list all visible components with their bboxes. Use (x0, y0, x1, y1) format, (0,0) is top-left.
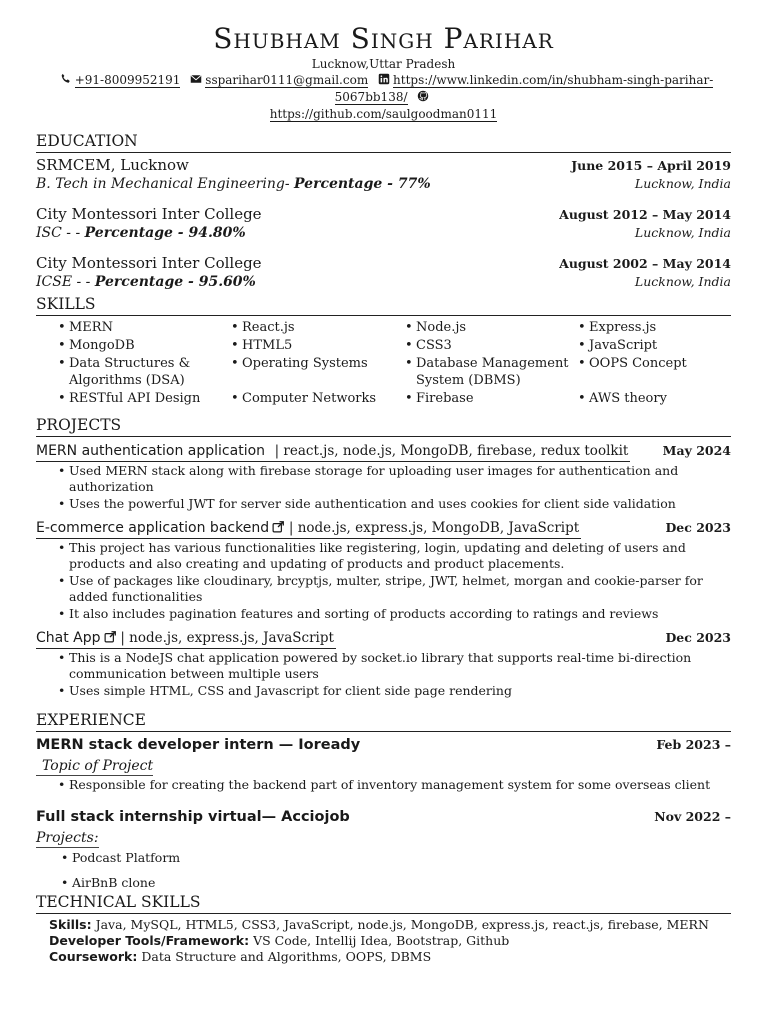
tech-skill-line (49, 933, 731, 949)
score: Percentage - 94.80% (84, 225, 246, 241)
tech-skill-value: Java, MySQL, HTML5, CSS3, JavaScript, node.js, MongoDB, express.js, react.js, firebase, MERN (95, 917, 709, 932)
degree: ICSE - - (36, 274, 91, 290)
dates: August 2012 – May 2014 (559, 207, 731, 222)
skill-item: • Node.js (405, 320, 467, 335)
tech-skill-value: VS Code, Intellij Idea, Bootstrap, Github (253, 933, 510, 948)
resume-page (36, 20, 731, 965)
project-date: Dec 2023 (665, 520, 731, 535)
degree-line (36, 225, 246, 242)
skill-item: • React.js (231, 320, 295, 335)
envelope-icon (190, 73, 202, 85)
list-item: • This project has various functionalities like registering, login, updating and deleting of users and products and also creating and updating of products and product placements. (58, 540, 686, 571)
project-entry (36, 627, 731, 699)
project-bullets (36, 540, 731, 622)
list-item: • Use of packages like cloudinary, brcyptjs, multer, stripe, JWT, helmet, morgan and cookie-parser for added functionalities (58, 573, 703, 604)
linkedin-link[interactable]: https://www.linkedin.com/in/shubham-singh-parihar-5067bb138/ (334, 73, 714, 104)
project-tech: | node.js, express.js, MongoDB, JavaScript (288, 520, 580, 536)
skill-item: • MERN (58, 320, 113, 335)
skills-heading: SKILLS (36, 295, 731, 316)
experience-date: Nov 2022 – (654, 809, 731, 824)
tech-skill-label: Developer Tools/Framework: (49, 933, 250, 948)
institution: City Montessori Inter College (36, 205, 262, 223)
project-title (36, 440, 630, 462)
project-date: May 2024 (662, 443, 731, 458)
project-title (36, 627, 336, 649)
skill-item: • AWS theory (578, 391, 667, 406)
email-link[interactable]: ssparihar0111@gmail.com (205, 73, 369, 87)
experience-role: Full stack internship virtual— Acciojob (36, 809, 350, 825)
project-name: MERN authentication application (36, 443, 266, 459)
list-item: • Podcast Platform (61, 850, 181, 865)
experience-date: Feb 2023 – (656, 737, 731, 752)
skill-item: • OOPS Concept (578, 356, 687, 371)
education-entry (36, 254, 731, 291)
skill-item: • CSS3 (405, 338, 452, 353)
tech-skill-label: Skills: (49, 917, 92, 932)
phone-link[interactable]: +91-8009952191 (74, 73, 181, 87)
skill-item: • Computer Networks (231, 391, 377, 406)
location: Lucknow, India (634, 225, 731, 240)
skill-item: • Express.js (578, 320, 657, 335)
score: Percentage - 95.60% (94, 274, 256, 290)
project-tech: | react.js, node.js, MongoDB, firebase, redux toolkit (274, 443, 629, 459)
education-list (36, 156, 731, 291)
candidate-name: Shubham Singh Parihar (213, 22, 554, 55)
dates: August 2002 – May 2014 (559, 256, 731, 271)
score: Percentage - 77% (294, 176, 431, 192)
linkedin-icon (378, 73, 390, 85)
contact-line (36, 72, 731, 123)
project-bullets (36, 463, 731, 512)
address: Lucknow,Uttar Pradesh (311, 57, 456, 71)
list-item: • Used MERN stack along with firebase storage for uploading user images for authentication and authorization (58, 463, 679, 494)
location: Lucknow, India (634, 274, 731, 289)
location: Lucknow, India (634, 176, 731, 191)
skill-item: • MongoDB (58, 338, 135, 353)
skill-item: • HTML5 (231, 338, 293, 353)
project-bullets (36, 650, 731, 699)
external-link-icon[interactable] (104, 631, 116, 643)
degree-line (36, 176, 431, 193)
technical-skills-heading: TECHNICAL SKILLS (36, 893, 731, 914)
experience-role: MERN stack developer intern — Ioready (36, 737, 361, 753)
skill-item: • Firebase (405, 391, 474, 406)
list-item: • Uses simple HTML, CSS and Javascript for client side page rendering (58, 683, 512, 698)
education-heading: EDUCATION (36, 132, 731, 153)
dates: June 2015 – April 2019 (571, 158, 731, 173)
experience-subtitle: Projects: (36, 830, 99, 846)
tech-skill-value: Data Structure and Algorithms, OOPS, DBMS (141, 949, 432, 964)
project-date: Dec 2023 (665, 630, 731, 645)
technical-skills-list (36, 917, 731, 965)
experience-bullets (36, 849, 731, 891)
external-link-icon[interactable] (272, 521, 284, 533)
degree: B. Tech in Mechanical Engineering- (36, 176, 290, 192)
institution: City Montessori Inter College (36, 254, 262, 272)
project-entry (36, 440, 731, 512)
project-tech: | node.js, express.js, JavaScript (120, 630, 334, 646)
skill-item: • Data Structures & Algorithms (DSA) (58, 356, 191, 388)
institution: SRMCEM, Lucknow (36, 156, 189, 174)
list-item: • Responsible for creating the backend part of inventory management system for some overseas client (58, 777, 711, 792)
experience-bullets (36, 777, 731, 793)
project-name: Chat App (36, 630, 101, 646)
degree: ISC - - (36, 225, 81, 241)
list-item: • AirBnB clone (61, 875, 156, 890)
skill-item: • JavaScript (578, 338, 658, 353)
experience-heading: EXPERIENCE (36, 711, 731, 732)
tech-skill-label: Coursework: (49, 949, 138, 964)
skill-item: • Operating Systems (231, 356, 368, 371)
list-item: • Uses the powerful JWT for server side authentication and uses cookies for client side validation (58, 496, 676, 511)
list-item: • This is a NodeJS chat application powered by socket.io library that supports real-time bi-direction communication between multiple users (58, 650, 692, 681)
tech-skill-line (49, 917, 731, 933)
skill-item: • RESTful API Design (58, 391, 201, 406)
tech-skill-line (49, 949, 731, 965)
projects-heading: PROJECTS (36, 416, 731, 437)
skill-item: • Database Management System (DBMS) (405, 356, 569, 388)
list-item: • It also includes pagination features and sorting of products according to ratings and reviews (58, 606, 659, 621)
experience-entry (36, 735, 731, 793)
education-entry (36, 205, 731, 242)
experience-entry (36, 807, 731, 891)
github-icon (417, 90, 429, 102)
education-entry (36, 156, 731, 193)
project-title (36, 517, 581, 539)
skills-grid (36, 319, 731, 407)
project-entry (36, 517, 731, 622)
github-link[interactable]: https://github.com/saulgoodman0111 (269, 107, 498, 121)
project-name: E-commerce application backend (36, 520, 270, 536)
experience-subtitle: Topic of Project (36, 757, 153, 776)
degree-line (36, 274, 256, 291)
phone-icon (60, 73, 72, 85)
